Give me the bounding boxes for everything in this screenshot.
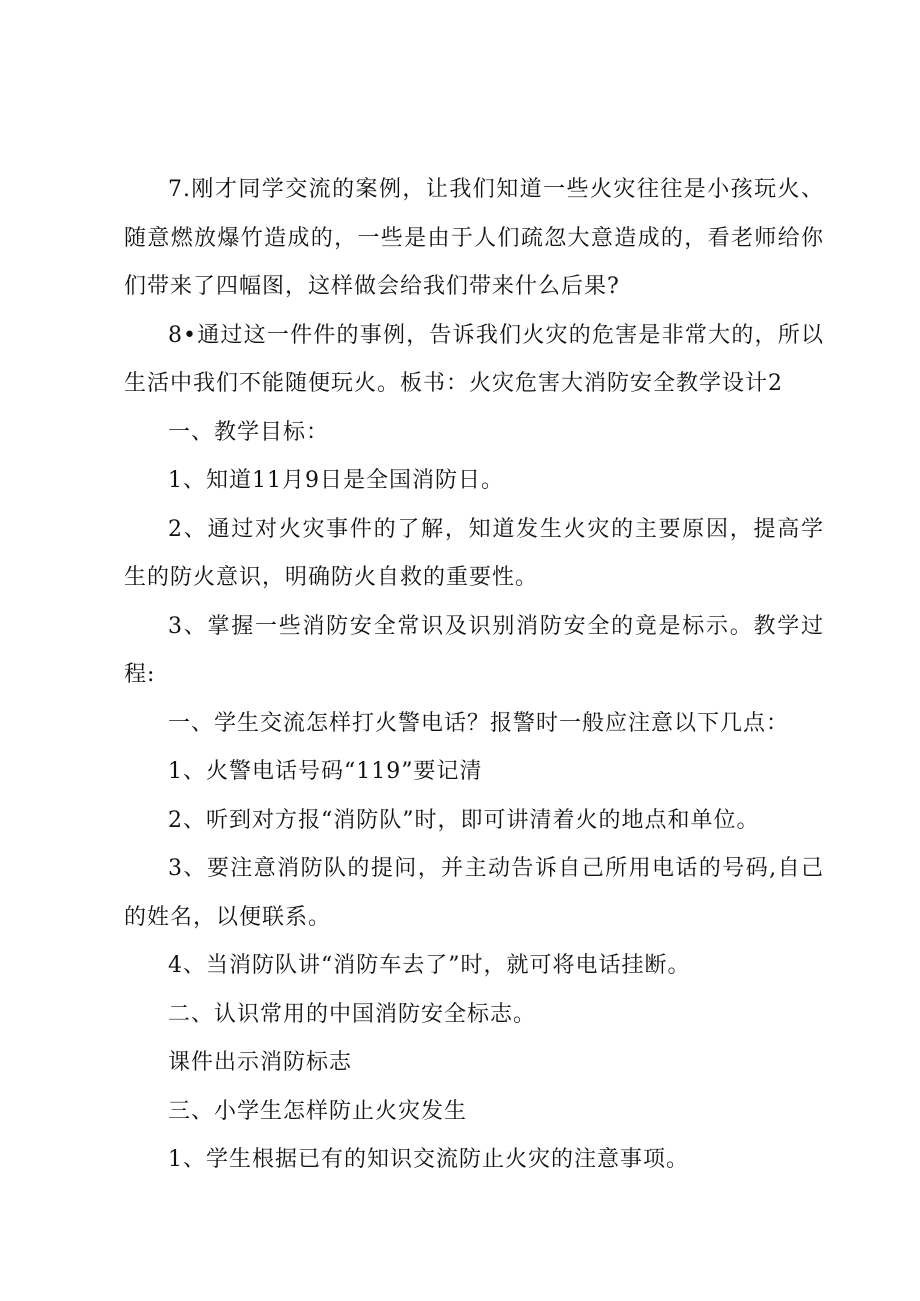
paragraph-case-discussion: 7.刚才同学交流的案例，让我们知道一些火灾往往是小孩玩火、随意燃放爆竹造成的，一些是由于人们疏忽大意造成的，看老师给你们带来了四幅图，这样做会给我们带来什么后果? xyxy=(124,177,824,299)
heading-prevent-fire: 三、小学生怎样防止火灾发生 xyxy=(168,1098,468,1124)
heading-teaching-goals: 一、教学目标： xyxy=(168,419,330,445)
fire-call-item-1: 1、火警电话号码“119”要记清 xyxy=(168,759,483,784)
goal-item-3: 3、掌握一些消防安全常识及识别消防安全的竟是标示。教学过程: xyxy=(124,613,824,687)
prevent-fire-item-1: 1、学生根据已有的知识交流防止火灾的注意事项。 xyxy=(168,1147,689,1172)
heading-fire-call: 一、学生交流怎样打火警电话？报警时一般应注意以下几点： xyxy=(168,710,790,736)
paragraph-show-signs: 课件出示消防标志 xyxy=(168,1050,353,1075)
goal-item-1: 1、知道11月9日是全国消防日。 xyxy=(168,468,504,493)
goal-item-2: 2、通过对火灾事件的了解，知道发生火灾的主要原因，提高学生的防火意识，明确防火自救的重要性。 xyxy=(124,516,824,590)
document-body xyxy=(124,166,824,1185)
fire-call-item-4: 4、当消防队讲“消防车去了”时，就可将电话挂断。 xyxy=(168,953,691,978)
fire-call-item-2: 2、听到对方报“消防队”时，即可讲清着火的地点和单位。 xyxy=(168,807,760,833)
paragraph-fire-harm: 8•通过这一件件的事例，告诉我们火灾的危害是非常大的，所以生活中我们不能随便玩火。板书：火灾危害大消防安全教学设计2 xyxy=(124,322,824,396)
heading-safety-signs: 二、认识常用的中国消防安全标志。 xyxy=(168,1001,537,1027)
fire-call-item-3: 3、要注意消防队的提问，并主动告诉自己所用电话的号码,自己的姓名，以便联系。 xyxy=(124,856,824,930)
